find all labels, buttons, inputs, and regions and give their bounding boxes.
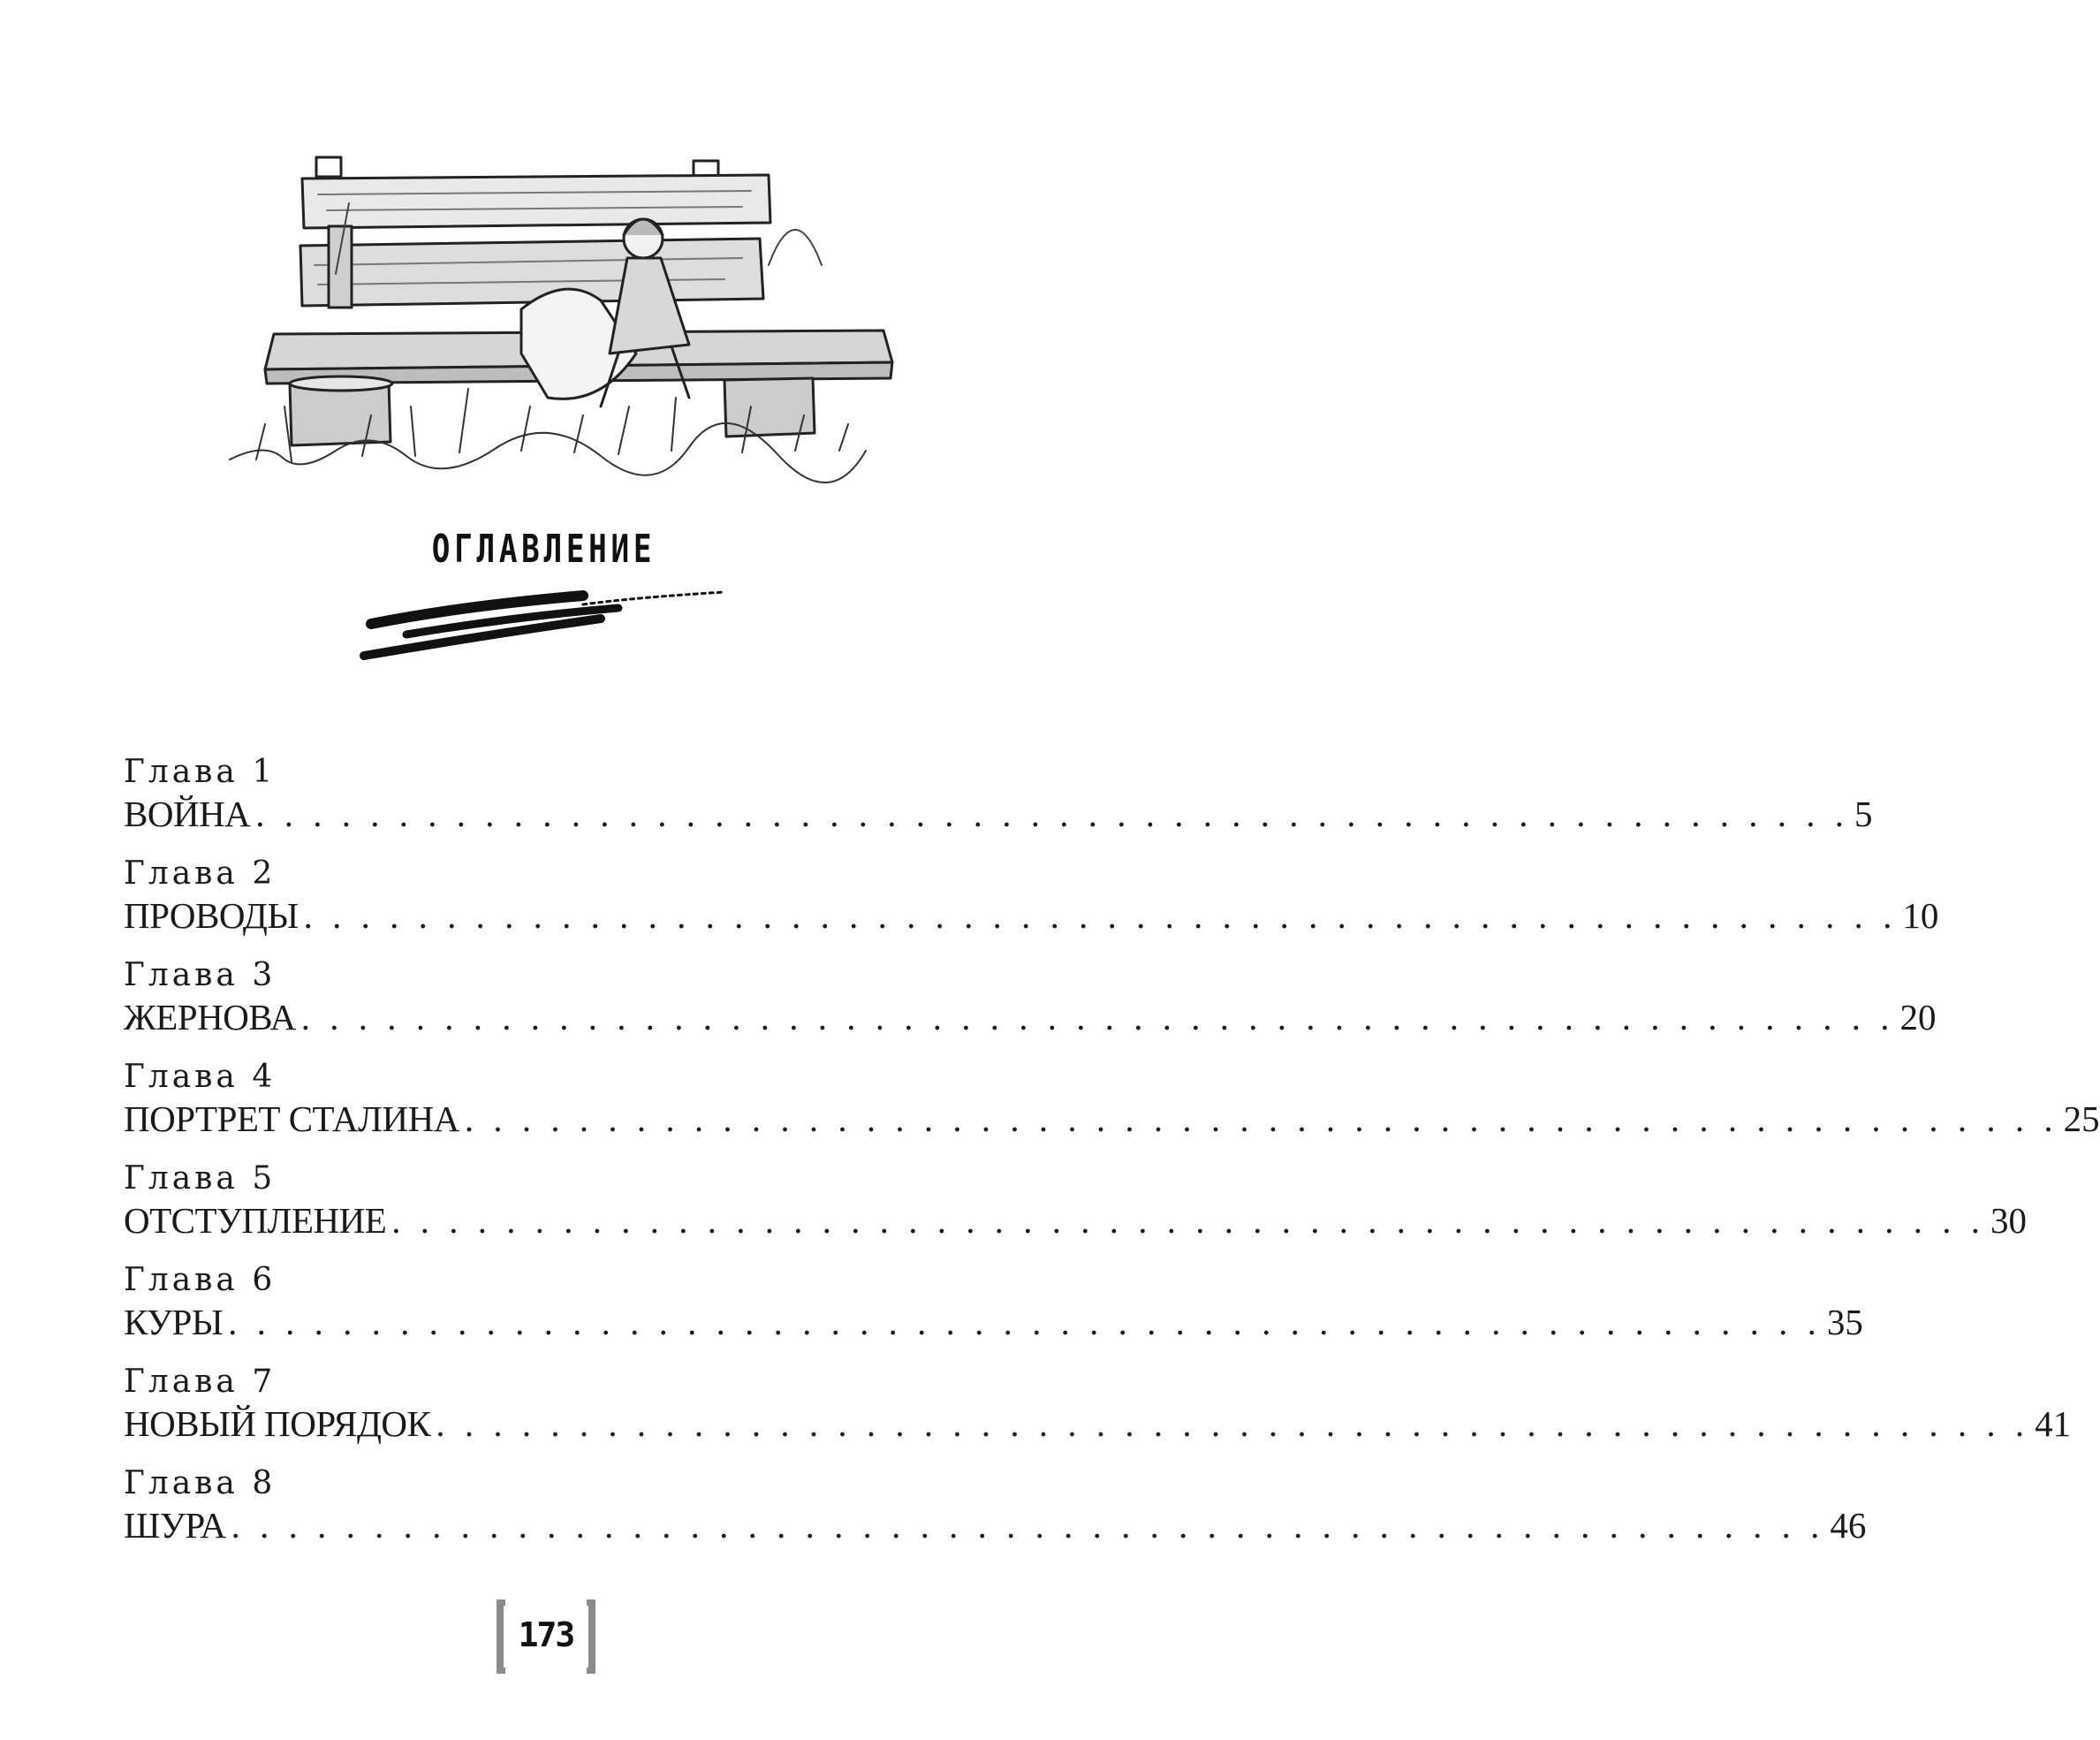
page-number: 41 — [2035, 1403, 2072, 1444]
chapter-label: Глава 7 — [124, 1364, 277, 1400]
toc-entry[interactable] — [124, 753, 1873, 855]
dot-leader: . . . . . . . . . . . . . . . . . . . . . . . . . . . . . . . . . . . . . . . . . . . . . . . . . . . . . . . . — [391, 1200, 1986, 1241]
toc-entry[interactable] — [124, 855, 1939, 956]
brush-stroke-decoration — [353, 583, 733, 672]
chapter-line — [124, 1403, 2072, 1444]
chapter-line — [124, 794, 1873, 834]
toc-entry[interactable] — [124, 1464, 1867, 1566]
chapter-title: ВОЙНА — [124, 794, 251, 834]
toc-entry[interactable] — [124, 1261, 1863, 1363]
chapter-line — [124, 997, 1937, 1037]
chapter-line — [124, 1098, 2100, 1139]
chapter-line — [124, 1302, 1863, 1342]
chapter-title: КУРЫ — [124, 1302, 224, 1342]
page-number: 46 — [1830, 1505, 1867, 1546]
page-number: 10 — [1902, 895, 1939, 936]
chapter-line — [124, 1200, 2028, 1241]
toc-entry[interactable] — [124, 1363, 2072, 1464]
chapter-title: ШУРА — [124, 1505, 226, 1546]
bench-illustration — [230, 141, 866, 486]
chapter-label: Глава 1 — [124, 754, 277, 790]
dot-leader: . . . . . . . . . . . . . . . . . . . . . . . . . . . . . . . . . . . . . . . . . . . . . . . . . . . . . . . . — [228, 1302, 1822, 1342]
toc-entry[interactable] — [124, 1159, 2028, 1261]
toc-heading: ОГЛАВЛЕНИЕ — [431, 527, 656, 572]
chapter-label: Глава 6 — [124, 1262, 277, 1298]
chapter-label: Глава 5 — [124, 1160, 277, 1197]
chapter-title: ОТСТУПЛЕНИЕ — [124, 1200, 387, 1241]
dot-leader: . . . . . . . . . . . . . . . . . . . . . . . . . . . . . . . . . . . . . . . . . . . . . . . . . . . . . . . . — [464, 1098, 2058, 1139]
chapter-label: Глава 8 — [124, 1465, 277, 1501]
dot-leader: . . . . . . . . . . . . . . . . . . . . . . . . . . . . . . . . . . . . . . . . . . . . . . . . . . . . . . . . — [300, 997, 1895, 1037]
chapter-title: ПРОВОДЫ — [124, 895, 299, 936]
dot-leader: . . . . . . . . . . . . . . . . . . . . . . . . . . . . . . . . . . . . . . . . . . . . . . . . . . . . . . . . — [436, 1403, 2030, 1444]
dot-leader: . . . . . . . . . . . . . . . . . . . . . . . . . . . . . . . . . . . . . . . . . . . . . . . . . . . . . . . . — [231, 1505, 1825, 1546]
toc-list — [124, 753, 2100, 1566]
chapter-label: Глава 2 — [124, 855, 277, 892]
page-number: 5 — [1854, 794, 1873, 834]
right-bracket-decoration — [587, 1599, 595, 1674]
chapter-line — [124, 895, 1939, 936]
chapter-line — [124, 1505, 1867, 1546]
toc-entry[interactable] — [124, 1058, 2100, 1159]
folio — [497, 1599, 595, 1675]
page-number: 35 — [1826, 1302, 1863, 1342]
dot-leader: . . . . . . . . . . . . . . . . . . . . . . . . . . . . . . . . . . . . . . . . . . . . . . . . . . . . . . . . — [303, 895, 1898, 936]
page-number: 30 — [1990, 1200, 2028, 1241]
chapter-title: НОВЫЙ ПОРЯДОК — [124, 1403, 431, 1444]
dot-leader: . . . . . . . . . . . . . . . . . . . . . . . . . . . . . . . . . . . . . . . . . . . . . . . . . . . . . . . . — [255, 794, 1850, 834]
folio-number: 173 — [518, 1615, 574, 1654]
chapter-title: ЖЕРНОВА — [124, 997, 296, 1037]
chapter-label: Глава 4 — [124, 1059, 277, 1095]
toc-entry[interactable] — [124, 956, 1937, 1058]
chapter-label: Глава 3 — [124, 957, 277, 993]
chapter-title: ПОРТРЕТ СТАЛИНА — [124, 1098, 459, 1139]
page-number: 25 — [2063, 1098, 2100, 1139]
page-number: 20 — [1899, 997, 1937, 1037]
